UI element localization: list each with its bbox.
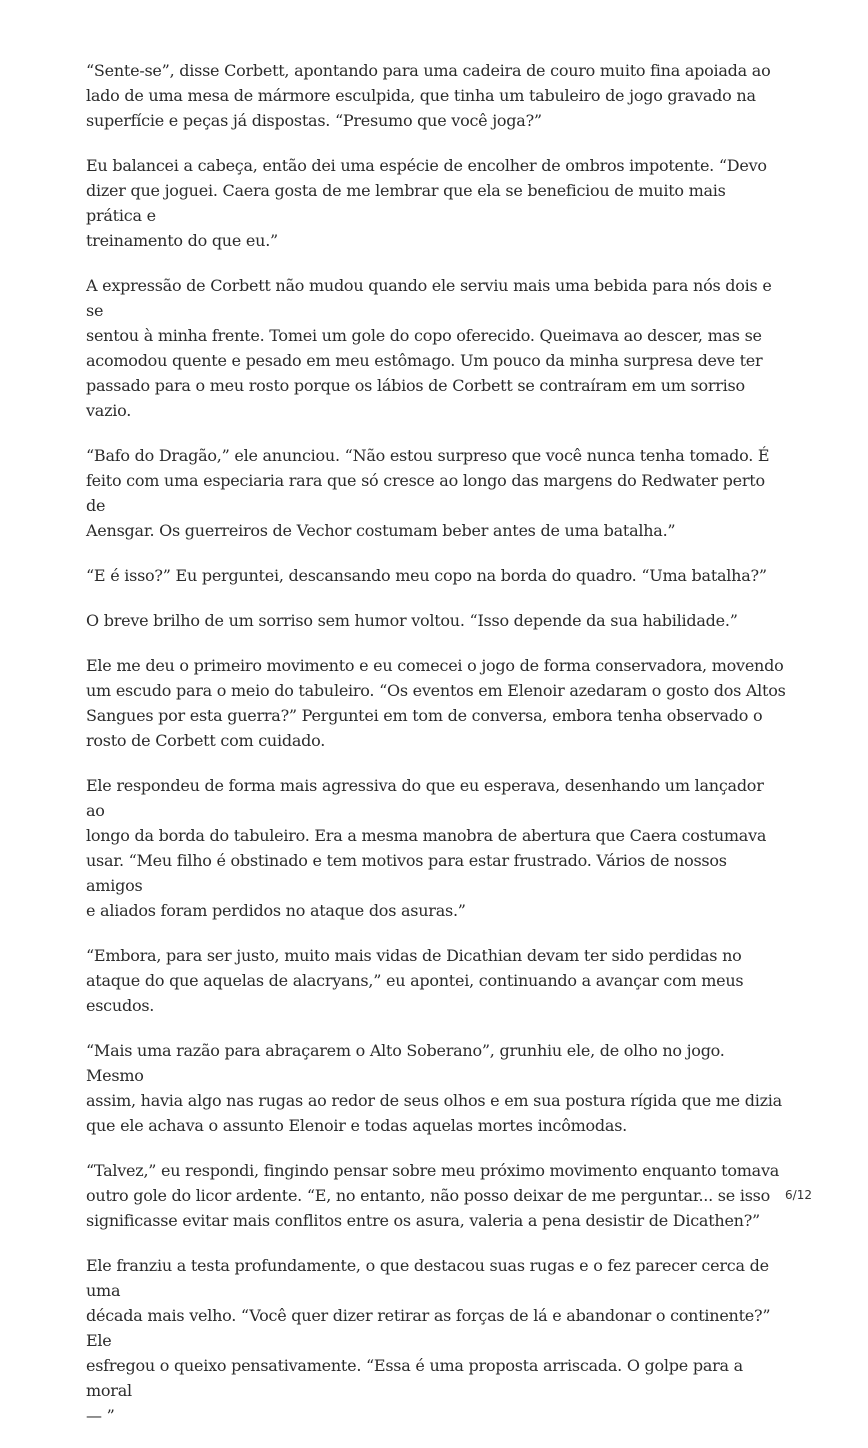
paragraph: “E é isso?” Eu perguntei, descansando meu copo na borda do quadro. “Uma batalha?” — [86, 566, 767, 585]
paragraph: “Talvez,” eu respondi, fingindo pensar sobre meu próximo movimento enquanto tomava outro gole do licor ardente. “E, no entanto, não posso deixar de me perguntar... se isso significasse evitar mais conflitos entre os asura, valeria a pena desistir de Dicathen?” — [86, 1161, 780, 1230]
paragraph: “Sente-se”, disse Corbett, apontando para uma cadeira de couro muito fina apoiada ao lado de uma mesa de mármore esculpida, que tinha um tabuleiro de jogo gravado na superfície e peças já dispostas. “Presumo que você joga?” — [86, 61, 771, 130]
page-number: 6/12 — [785, 1188, 812, 1202]
paragraph: A expressão de Corbett não mudou quando ele serviu mais uma bebida para nós dois e se sentou à minha frente. Tomei um gole do copo oferecido. Queimava ao descer, mas se acomodou quente e pesado em meu estômago. Um pouco da minha surpresa deve ter passado para o meu rosto porque os lábios de Corbett se contraíram em um sorriso vazio. — [86, 276, 772, 420]
paragraph: “Embora, para ser justo, muito mais vidas de Dicathian devam ter sido perdidas no ataque do que aquelas de alacryans,” eu apontei, continuando a avançar com meus escudos. — [86, 946, 744, 1015]
document-body — [86, 58, 786, 1448]
paragraph: “Bafo do Dragão,” ele anunciou. “Não estou surpreso que você nunca tenha tomado. É feito com uma especiaria rara que só cresce ao longo das margens do Redwater perto de Aensgar. Os guerreiros de Vechor costumam beber antes de uma batalha.” — [86, 446, 770, 540]
paragraph: Ele respondeu de forma mais agressiva do que eu esperava, desenhando um lançador ao longo da borda do tabuleiro. Era a mesma manobra de abertura que Caera costumava usar. “Meu filho é obstinado e tem motivos para estar frustrado. Vários de nossos amigos e aliados foram perdidos no ataque dos asuras.” — [86, 776, 767, 920]
paragraph: Ele me deu o primeiro movimento e eu comecei o jogo de forma conservadora, movendo um escudo para o meio do tabuleiro. “Os eventos em Elenoir azedaram o gosto dos Altos Sangues por esta guerra?” Perguntei em tom de conversa, embora tenha observado o rosto de Corbett com cuidado. — [86, 656, 786, 750]
paragraph: Eu balancei a cabeça, então dei uma espécie de encolher de ombros impotente. “Devo dizer que joguei. Caera gosta de me lembrar que ela se beneficiou de muito mais prática e treinamento do que eu.” — [86, 156, 767, 250]
paragraph: Ele franziu a testa profundamente, o que destacou suas rugas e o fez parecer cerca de uma década mais velho. “Você quer dizer retirar as forças de lá e abandonar o continente?” Ele esfregou o queixo pensativamente. “Essa é uma proposta arriscada. O golpe para a moral — ” — [86, 1256, 771, 1425]
paragraph: “Mais uma razão para abraçarem o Alto Soberano”, grunhiu ele, de olho no jogo. Mesmo assim, havia algo nas rugas ao redor de seus olhos e em sua postura rígida que me dizia que ele achava o assunto Elenoir e todas aquelas mortes incômodas. — [86, 1041, 782, 1135]
paragraph: O breve brilho de um sorriso sem humor voltou. “Isso depende da sua habilidade.” — [86, 611, 738, 630]
